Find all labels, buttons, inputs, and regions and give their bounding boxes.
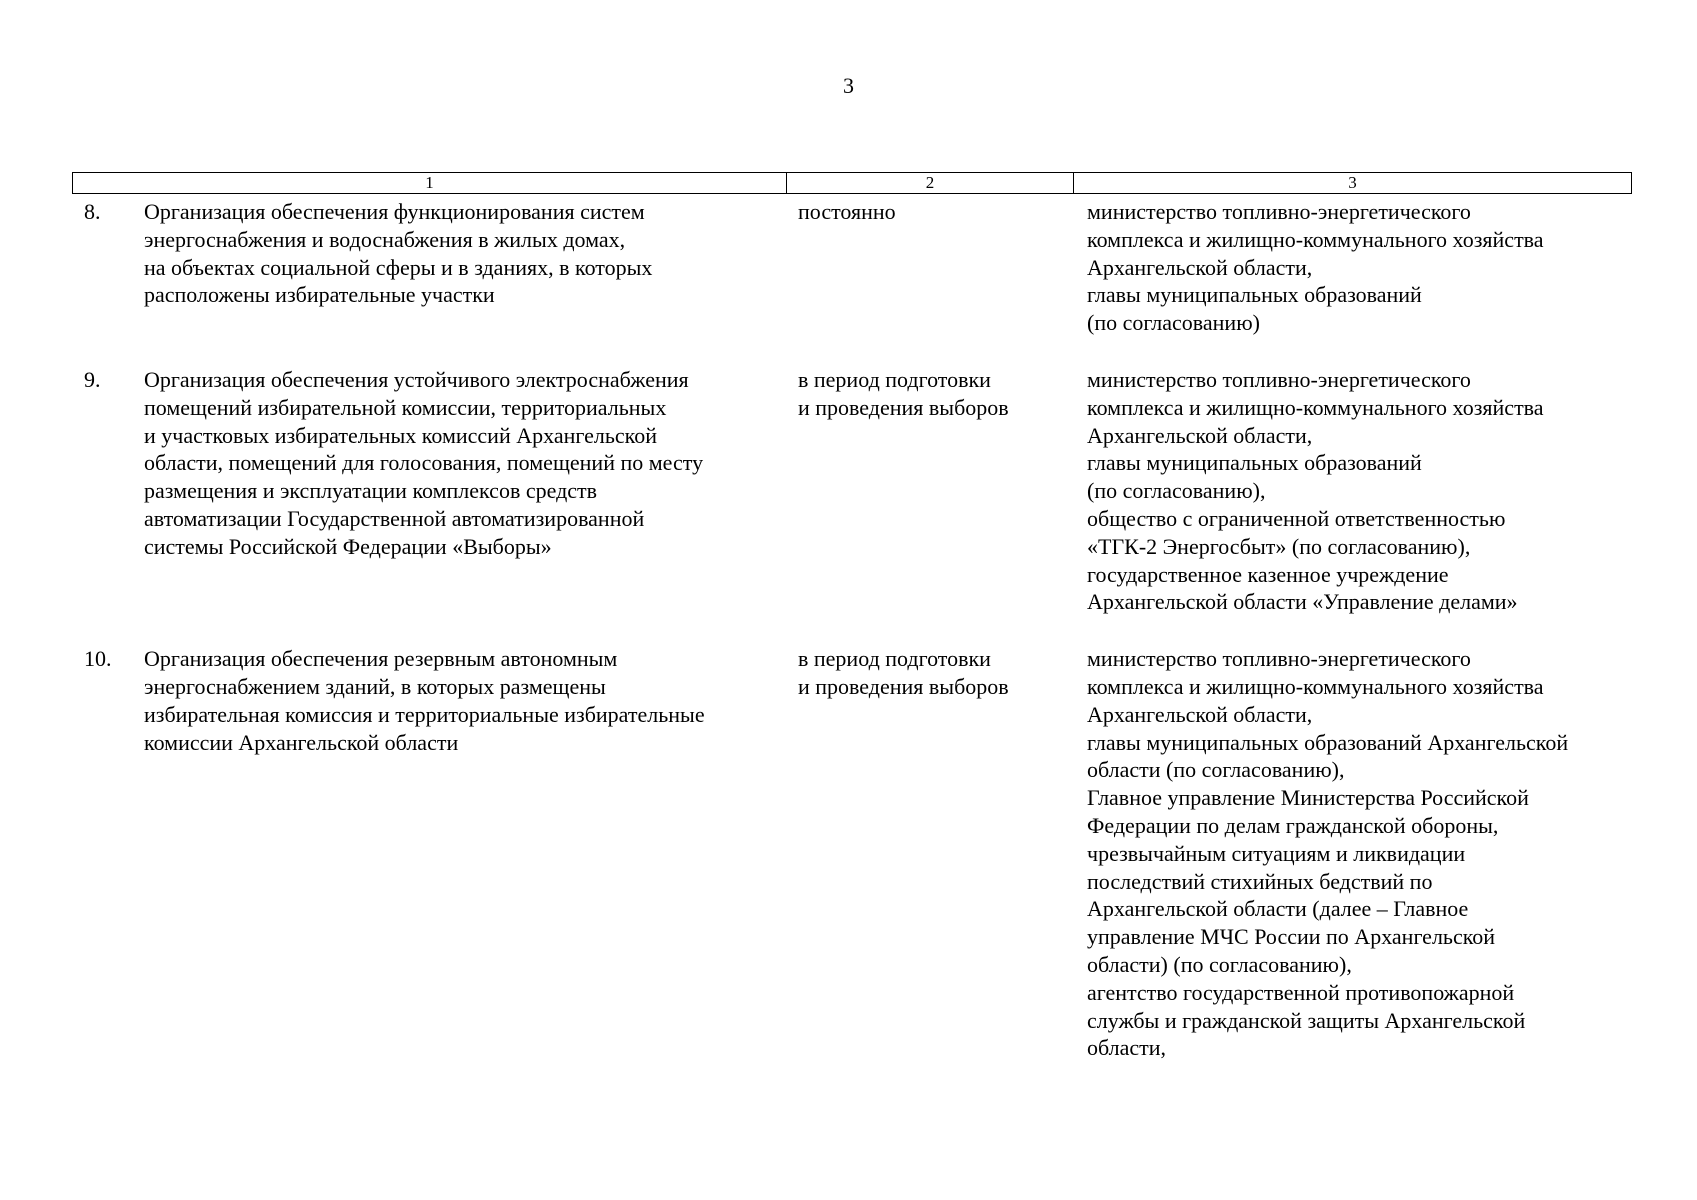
row-description: Организация обеспечения резервным автономным энергоснабжением зданий, в которых размещены избирательная комиссия и территориальные избирательные комиссии Архангельской области: [144, 646, 705, 755]
header-column-1: 1: [73, 173, 787, 193]
row-term: в период подготовки и проведения выборов: [798, 366, 1009, 420]
row-responsible: министерство топливно-энергетического комплекса и жилищно-коммунального хозяйства Архангельской области, главы муниципальных образований (по согласованию): [1087, 199, 1544, 336]
row-number: 10.: [84, 646, 112, 672]
page-number: 3: [843, 73, 854, 98]
row-number: 8.: [84, 199, 101, 224]
row-number: 9.: [84, 366, 101, 392]
row-responsible: министерство топливно-энергетического комплекса и жилищно-коммунального хозяйства Архангельской области, главы муниципальных образований Архангельской области (по согласованию), Главное управление Министерства Российской Федерации по делам гражданской обороны, чрезвычайным ситуациям и ликвидации последствий стихийных бедствий по Архангельской области (далее – Главное управление МЧС России по Архангельской области) (по согласованию), агентство государственной противопожарной службы и гражданской защиты Архангельской области,: [1087, 646, 1569, 1061]
row-description: Организация обеспечения функционирования систем энергоснабжения и водоснабжения в жилых домах, на объектах социальной сферы и в зданиях, в которых расположены избирательные участки: [144, 199, 653, 308]
row-responsible: министерство топливно-энергетического комплекса и жилищно-коммунального хозяйства Архангельской области, главы муниципальных образований (по согласованию), общество с ограниченной ответственностью «ТГК-2 Энергосбыт» (по согласованию), государственное казенное учреждение Архангельской области «Управление делами»: [1087, 366, 1544, 615]
table-row: [72, 645, 1632, 1062]
table-row: [72, 198, 1632, 337]
header-column-3: 3: [1348, 173, 1357, 192]
row-description: Организация обеспечения устойчивого электроснабжения помещений избирательной комиссии, территориальных и участковых избирательных комиссий Архангельской области, помещений для голосования, помещений по месту размещения и эксплуатации комплексов средств автоматизации Государственной автоматизированной системы Российской Федерации «Выборы»: [144, 366, 704, 559]
table-row: [72, 366, 1632, 616]
row-term: постоянно: [798, 199, 896, 224]
table-header-row: [72, 172, 1632, 194]
header-column-2: 2: [787, 173, 1074, 193]
table-body: [72, 198, 1632, 1091]
row-term: в период подготовки и проведения выборов: [798, 646, 1009, 699]
